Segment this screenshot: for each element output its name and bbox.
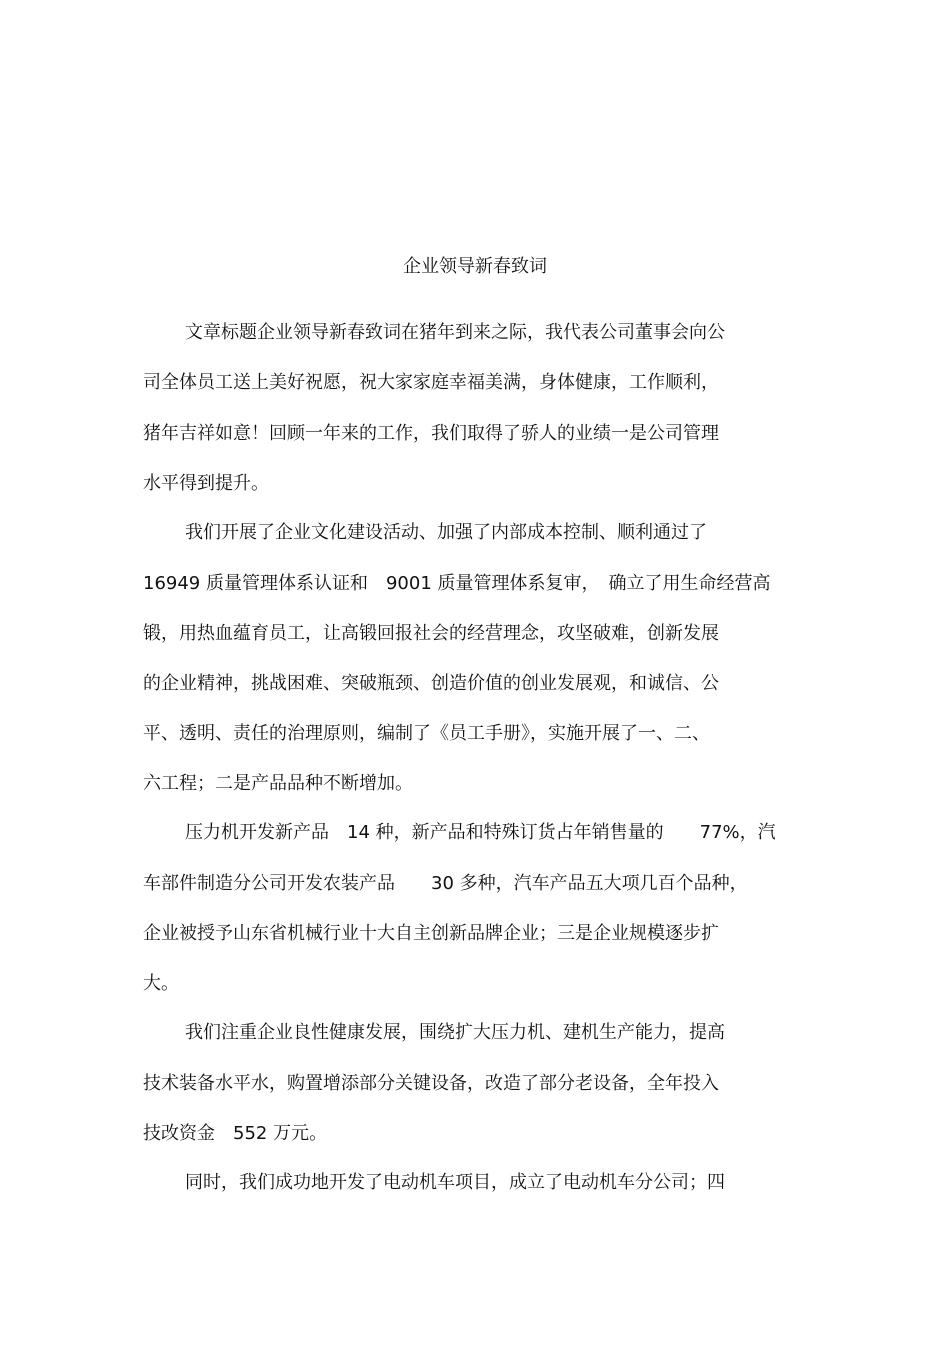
text-line: 司全体员工送上美好祝愿，祝大家家庭幸福美满，身体健康，工作顺利， — [143, 372, 719, 393]
text-line: 大。 — [143, 973, 179, 994]
text-line: 锻，用热血蕴育员工，让高锻回报社会的经营理念，攻坚破难，创新发展 — [143, 623, 719, 644]
text-line: 水平得到提升。 — [143, 473, 269, 494]
text-line: 的企业精神，挑战困难、突破瓶颈、创造价值的创业发展观，和诚信、公 — [143, 673, 719, 694]
document-title: 企业领导新春致词 — [403, 256, 547, 277]
text-line: 我们开展了企业文化建设活动、加强了内部成本控制、顺利通过了 — [185, 522, 707, 543]
text-line: 技改资金 552 万元。 — [143, 1123, 328, 1144]
text-line: 压力机开发新产品 14 种，新产品和特殊订货占年销售量的 77%，汽 — [185, 822, 776, 843]
text-line: 16949 质量管理体系认证和 9001 质量管理体系复审， 确立了用生命经营高 — [143, 573, 771, 594]
text-line: 六工程；二是产品品种不断增加。 — [143, 773, 413, 794]
text-line: 平、透明、责任的治理原则，编制了《员工手册》，实施开展了一、二、 — [143, 723, 710, 744]
text-line: 同时，我们成功地开发了电动机车项目，成立了电动机车分公司；四 — [185, 1172, 725, 1193]
text-line: 猪年吉祥如意！回顾一年来的工作，我们取得了骄人的业绩一是公司管理 — [143, 423, 719, 444]
text-line: 企业被授予山东省机械行业十大自主创新品牌企业；三是企业规模逐步扩 — [143, 923, 719, 944]
text-line: 我们注重企业良性健康发展，围绕扩大压力机、建机生产能力，提高 — [185, 1022, 725, 1043]
text-line: 技术装备水平水，购置增添部分关键设备，改造了部分老设备，全年投入 — [143, 1073, 719, 1094]
text-line: 车部件制造分公司开发农装产品 30 多种，汽车产品五大项几百个品种， — [143, 873, 748, 894]
text-line: 文章标题企业领导新春致词在猪年到来之际，我代表公司董事会向公 — [185, 322, 725, 343]
